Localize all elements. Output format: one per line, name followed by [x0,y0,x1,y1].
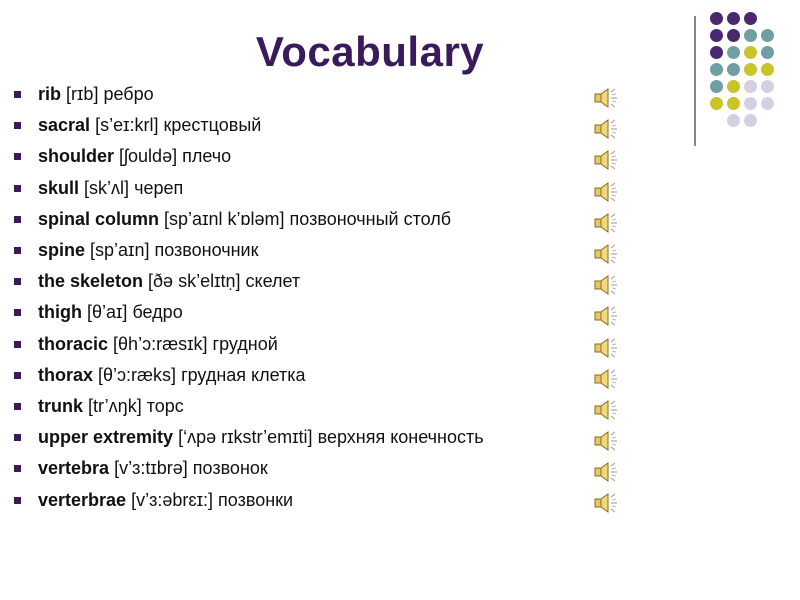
decorative-dot [710,80,723,93]
decorative-divider [694,16,696,146]
speaker-sound-icon[interactable] [594,274,624,305]
decorative-dot [744,46,757,59]
term: vertebra [38,458,110,479]
speaker-sound-icon[interactable] [594,305,624,336]
bullet-icon [14,372,21,379]
term: spine [38,240,86,261]
term: thoracic [38,333,109,354]
translation: позвонки [218,489,294,510]
speaker-sound-icon[interactable] [594,212,624,243]
vocabulary-item [14,391,614,422]
speaker-sound-icon[interactable] [594,399,624,430]
decorative-dot [761,63,774,76]
speaker-sound-icon[interactable] [594,149,624,180]
transcription: [tr’ʌŋk] [88,395,142,416]
decorative-dot [744,12,757,25]
bullet-icon [14,341,21,348]
bullet-icon [14,434,21,441]
term: thorax [38,364,94,385]
term: the skeleton [38,271,144,292]
decorative-dot [727,63,740,76]
vocabulary-item [14,453,614,484]
decorative-dot [710,12,723,25]
speaker-sound-icon[interactable] [594,243,624,274]
term: verterbrae [38,489,127,510]
term: skull [38,177,80,198]
decorative-dot [727,114,740,127]
decorative-dot [744,63,757,76]
decorative-dot [761,97,774,110]
speaker-sound-icon[interactable] [594,492,624,523]
transcription: [sp’aɪnl k’ɒləm] [164,208,285,229]
term: spinal column [38,208,160,229]
decorative-dot [727,97,740,110]
bullet-icon [14,403,21,410]
translation: позвоночный столб [289,208,452,229]
decorative-dot [710,29,723,42]
bullet-icon [14,216,21,223]
translation: бедро [132,302,183,323]
vocabulary-item [14,360,614,391]
audio-icons-column [594,87,624,524]
vocabulary-item [14,422,614,453]
vocabulary-item [14,235,614,266]
decorative-dot [744,97,757,110]
vocabulary-item [14,79,614,110]
bullet-icon [14,122,21,129]
decorative-dot [761,46,774,59]
transcription: [ʃouldə] [119,146,178,167]
decorative-dot [710,63,723,76]
transcription: [θh’ɔ:ræsɪk] [113,333,208,354]
bullet-icon [14,185,21,192]
vocabulary-item [14,204,614,235]
bullet-icon [14,309,21,316]
vocabulary-item [14,266,614,297]
decorative-dot [727,46,740,59]
speaker-sound-icon[interactable] [594,430,624,461]
bullet-icon [14,247,21,254]
transcription: [rɪb] [66,84,99,105]
decorative-dot [744,29,757,42]
translation: плечо [182,146,232,167]
decorative-dot [727,12,740,25]
speaker-sound-icon[interactable] [594,87,624,118]
translation: ребро [103,84,154,105]
transcription: [‘ʌpə rɪkstr’emɪti] [178,427,313,448]
transcription: [v’ɜ:tɪbrə] [114,458,188,479]
vocabulary-list [14,79,614,516]
transcription: [θ’ɔ:ræks] [98,364,177,385]
speaker-sound-icon[interactable] [594,337,624,368]
bullet-icon [14,153,21,160]
decorative-dot [727,29,740,42]
translation: верхняя конечность [317,427,484,448]
decorative-dot-grid [710,12,800,137]
transcription: [v’ɜ:əbrɛɪ:] [131,489,214,510]
translation: позвонок [192,458,268,479]
speaker-sound-icon[interactable] [594,118,624,149]
translation: грудная клетка [181,364,306,385]
transcription: [θ’aɪ] [87,302,128,323]
vocabulary-item [14,484,614,515]
translation: торс [146,395,184,416]
decorative-dot [744,114,757,127]
translation: череп [134,177,184,198]
decorative-dot [761,80,774,93]
bullet-icon [14,465,21,472]
speaker-sound-icon[interactable] [594,461,624,492]
decorative-dot [710,97,723,110]
vocabulary-item [14,110,614,141]
term: thigh [38,302,82,323]
term: upper extremity [38,427,174,448]
transcription: [sk’ʌl] [84,177,130,198]
bullet-icon [14,497,21,504]
vocabulary-item [14,173,614,204]
term: shoulder [38,146,115,167]
decorative-dot [710,46,723,59]
transcription: [sp’aɪn] [90,240,150,261]
bullet-icon [14,278,21,285]
translation: грудной [212,333,278,354]
decorative-dot [761,29,774,42]
term: sacral [38,115,91,136]
decorative-dot [744,80,757,93]
term: trunk [38,395,83,416]
vocabulary-item [14,297,614,328]
translation: позвоночник [154,240,259,261]
transcription: [s’eɪ:krl] [95,115,159,136]
bullet-icon [14,91,21,98]
translation: крестцовый [163,115,262,136]
vocabulary-item [14,329,614,360]
decorative-dot [727,80,740,93]
slide-title: Vocabulary [255,28,485,75]
vocabulary-item [14,141,614,172]
transcription: [ðə sk’elɪtṇ] [148,271,241,292]
speaker-sound-icon[interactable] [594,368,624,399]
translation: скелет [245,271,301,292]
speaker-sound-icon[interactable] [594,181,624,212]
term: rib [38,84,62,105]
